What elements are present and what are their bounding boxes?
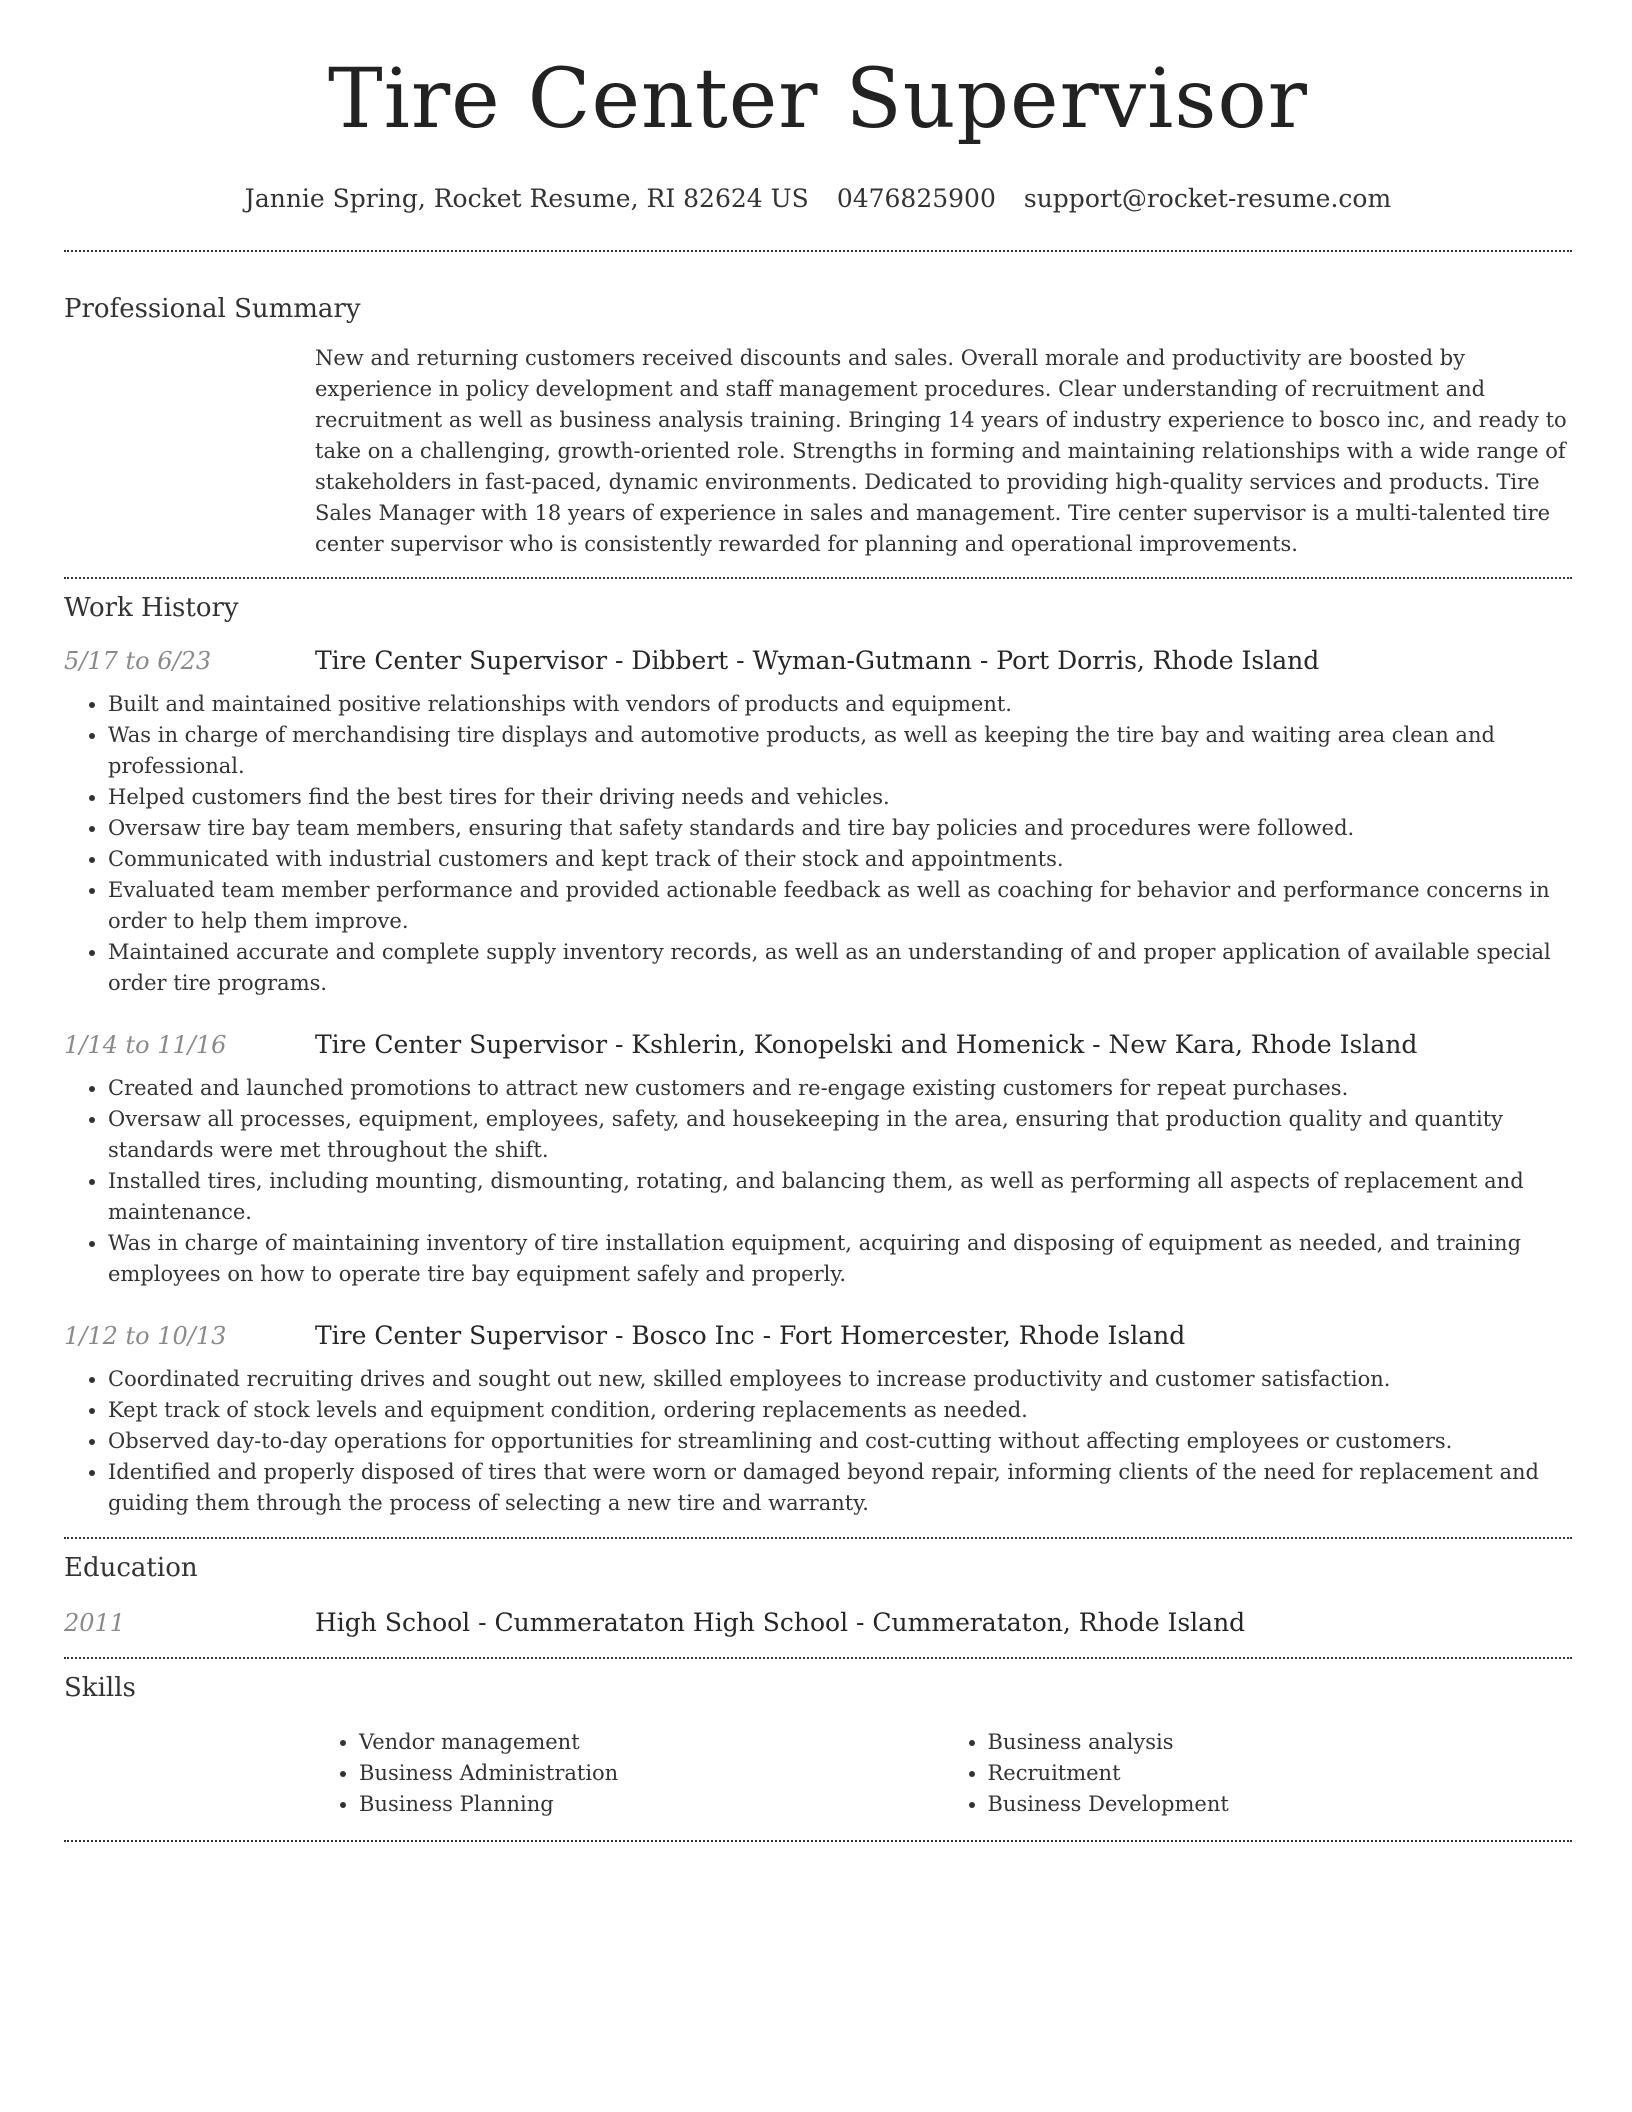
job-bullets [64,1364,1572,1519]
job-dates: 5/17 to 6/23 [64,647,212,675]
skill-item: • Business analysis [988,1727,1573,1758]
job-entry [64,1320,1572,1519]
education-title: High School - Cummerataton High School - Cummerataton, Rhode Island [315,1608,1246,1637]
skills-list-left [315,1727,944,1820]
section-title-work-history: Work History [64,593,239,623]
contact-address: Jannie Spring, Rocket Resume, RI 82624 US [244,184,809,213]
contact-phone: 0476825900 [836,184,996,213]
list-item: • Was in charge of merchandising tire displays and automotive products, as well as keeping the tire bay and waiting area clean and professional. [108,720,1572,782]
education-entry [64,1607,1572,1639]
resume-title: Tire Center Supervisor [328,52,1308,147]
divider [64,1537,1572,1539]
contact-line [64,182,1572,216]
list-item: • Communicated with industrial customers and kept track of their stock and appointments. [108,844,1572,875]
job-entry [64,645,1572,999]
section-title-summary: Professional Summary [64,294,361,324]
skills-list-right [944,1727,1573,1820]
list-item: • Installed tires, including mounting, dismounting, rotating, and balancing them, as well as performing all aspects of replacement and maintenance. [108,1166,1572,1228]
skill-item: • Business Planning [359,1789,944,1820]
skill-item: • Business Development [988,1789,1573,1820]
job-title: Tire Center Supervisor - Kshlerin, Konopelski and Homenick - New Kara, Rhode Island [315,1030,1418,1059]
list-item: • Oversaw tire bay team members, ensuring that safety standards and tire bay policies and procedures were followed. [108,813,1572,844]
job-title: Tire Center Supervisor - Dibbert - Wyman-Gutmann - Port Dorris, Rhode Island [315,646,1320,675]
divider [64,250,1572,252]
skill-item: • Vendor management [359,1727,944,1758]
list-item: • Evaluated team member performance and provided actionable feedback as well as coaching for behavior and performance concerns in order to help them improve. [108,875,1572,937]
contact-email: support@rocket-resume.com [1023,184,1392,213]
list-item: • Coordinated recruiting drives and sought out new, skilled employees to increase productivity and customer satisfaction. [108,1364,1572,1395]
job-header [64,1320,1572,1352]
list-item: • Observed day-to-day operations for opportunities for streamlining and cost-cutting without affecting employees or customers. [108,1426,1572,1457]
job-title: Tire Center Supervisor - Bosco Inc - Fort Homercester, Rhode Island [315,1321,1186,1350]
list-item: • Oversaw all processes, equipment, employees, safety, and housekeeping in the area, ensuring that production quality and quantity standards were met throughout the shift. [108,1104,1572,1166]
skill-item: • Recruitment [988,1758,1573,1789]
section-title-education: Education [64,1553,198,1583]
list-item: • Built and maintained positive relationships with vendors of products and equipment. [108,689,1572,720]
section-title-skills: Skills [64,1673,136,1703]
job-entry [64,1029,1572,1290]
list-item: • Was in charge of maintaining inventory of tire installation equipment, acquiring and disposing of equipment as needed, and training employees on how to operate tire bay equipment safely and properly. [108,1228,1572,1290]
job-header [64,1029,1572,1061]
skill-item: • Business Administration [359,1758,944,1789]
list-item: • Kept track of stock levels and equipment condition, ordering replacements as needed. [108,1395,1572,1426]
job-dates: 1/12 to 10/13 [64,1322,227,1350]
education-year: 2011 [64,1609,126,1637]
list-item: • Created and launched promotions to attract new customers and re-engage existing customers for repeat purchases. [108,1073,1572,1104]
list-item: • Helped customers find the best tires for their driving needs and vehicles. [108,782,1572,813]
skills-grid [315,1727,1572,1820]
job-bullets [64,689,1572,999]
divider [64,1840,1572,1842]
job-header [64,645,1572,677]
divider [64,577,1572,579]
job-dates: 1/14 to 11/16 [64,1031,227,1059]
list-item: • Maintained accurate and complete supply inventory records, as well as an understanding of and proper application of available special order tire programs. [108,937,1572,999]
divider [64,1657,1572,1659]
list-item: • Identified and properly disposed of tires that were worn or damaged beyond repair, informing clients of the need for replacement and guiding them through the process of selecting a new tire and warranty. [108,1457,1572,1519]
summary-text: New and returning customers received discounts and sales. Overall morale and productivity are boosted by experience in policy development and staff management procedures. Clear understanding of recruitment and recruitment as well as business analysis training. Bringing 14 years of industry experience to bosco inc, and ready to take on a challenging, growth-oriented role. Strengths in forming and maintaining relationships with a wide range of stakeholders in fast-paced, dynamic environments. Dedicated to providing high-quality services and products. Tire Sales Manager with 18 years of experience in sales and management. Tire center supervisor is a multi-talented tire center supervisor who is consistently rewarded for planning and operational improvements. [315,346,1567,556]
job-bullets [64,1073,1572,1290]
